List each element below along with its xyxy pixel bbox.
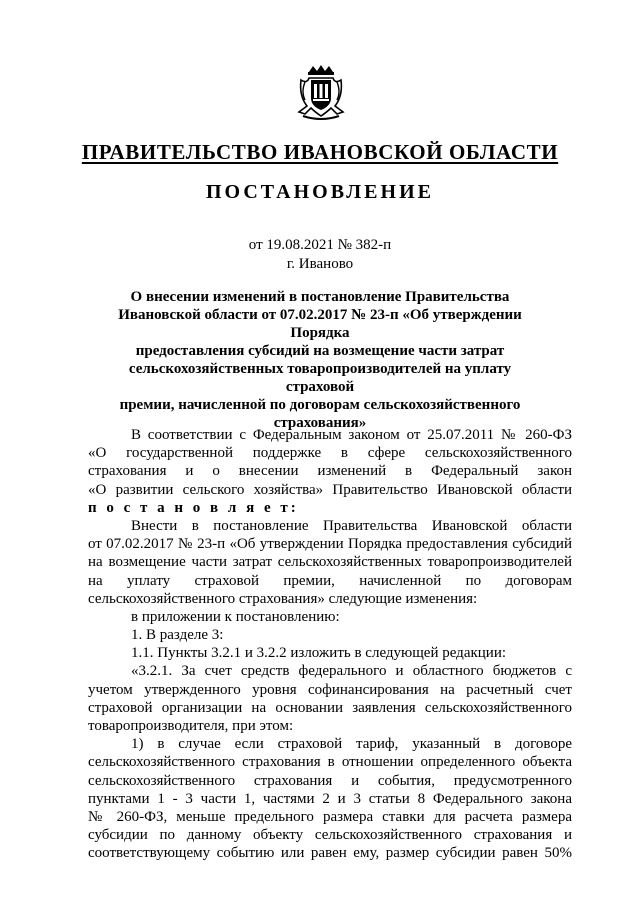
body-line: В соответствии с Федеральным законом от 25.07.2011 № 260-ФЗ <box>131 427 572 443</box>
body-line: 1. В разделе 3: <box>131 627 224 644</box>
document-body <box>88 426 572 863</box>
city: г. Иваново <box>286 256 354 272</box>
body-line: страховой организации на основании заявления сельскохозяйственного <box>88 699 572 716</box>
body-line: «О развитии сельского хозяйства» Правительство Ивановской области <box>88 481 572 498</box>
coat-of-arms-icon <box>295 62 347 122</box>
subject-line: страхования» <box>273 415 367 431</box>
body-line: «О государственной поддержке в сфере сельскохозяйственного <box>88 445 572 462</box>
body-line: учетом утвержденного уровня софинансирования на расчетный счет <box>88 681 572 698</box>
body-line: 1) в случае если страховой тариф, указанный в договоре <box>131 736 572 753</box>
document-type: ПОСТАНОВЛЕНИЕ <box>206 181 434 203</box>
body-line: на уплату страховой премии, начисленной по договорам <box>88 572 572 589</box>
body-line: на возмещение части затрат сельскохозяйственных товаропроизводителей <box>88 554 572 571</box>
date-number: от 19.08.2021 № 382-п <box>248 237 392 253</box>
body-line: страхования и о внесении изменений в Федеральный закон <box>88 463 572 480</box>
resolution-word: п о с т а н о в л я е т: <box>88 499 299 516</box>
subject-line: сельскохозяйственных товаропроизводителей на уплату страховой <box>128 361 512 395</box>
body-line: 1.1. Пункты 3.2.1 и 3.2.2 изложить в следующей редакции: <box>131 645 507 662</box>
body-line: Внести в постановление Правительства Ивановской области <box>131 517 572 534</box>
body-line: субсидии по данному объекту сельскохозяйственного страхования и <box>88 827 572 844</box>
body-line: сельскохозяйственного страхования в отношении определенного объекта <box>88 754 572 771</box>
body-line: «3.2.1. За счет средств федерального и областного бюджетов с <box>131 663 572 680</box>
body-line: соответствующему событию или равен ему, размер субсидии равен 50% <box>88 845 572 862</box>
body-line: № 260-ФЗ, меньше предельного размера ставки для расчета размера <box>88 808 572 825</box>
body-line: от 07.02.2017 № 23-п «Об утверждении Порядка предоставления субсидий <box>88 536 572 553</box>
subject-line: предоставления субсидий на возмещение части затрат <box>135 343 505 359</box>
body-line: пунктами 1 - 3 части 1, частями 2 и 3 статьи 8 Федерального закона <box>88 790 572 807</box>
body-line: сельскохозяйственного страхования и события, предусмотренного <box>88 772 572 789</box>
document-subject <box>95 288 545 432</box>
subject-line: О внесении изменений в постановление Правительства <box>130 289 510 305</box>
subject-line: Ивановской области от 07.02.2017 № 23-п «Об утверждении Порядка <box>118 307 522 341</box>
body-line: товаропроизводителя, при этом: <box>88 718 294 734</box>
subject-line: премии, начисленной по договорам сельскохозяйственного <box>119 397 521 413</box>
body-line: в приложении к постановлению: <box>131 608 340 625</box>
government-title: ПРАВИТЕЛЬСТВО ИВАНОВСКОЙ ОБЛАСТИ <box>81 140 559 164</box>
body-line: сельскохозяйственного страхования» следующие изменения: <box>88 590 478 607</box>
